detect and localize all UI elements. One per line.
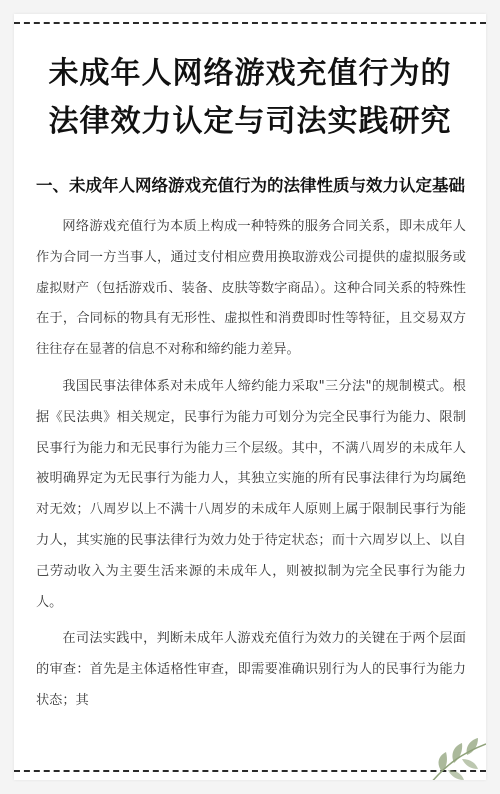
bottom-dashed-border [14,770,486,772]
top-dashed-border [14,22,486,24]
document-title [14,50,486,146]
document-page [14,14,486,780]
leaf-decoration-icon [420,726,486,780]
section-heading: 一、未成年人网络游戏充值行为的法律性质与效力认定基础 [36,176,465,195]
title-line-2: 法律效力认定与司法实践研究 [48,104,452,139]
paragraph-3: 在司法实践中，判断未成年人游戏充值行为效力的关键在于两个层面的审查：首先是主体适格性审查，即需要准确识别行为人的民事行为能力状态；其 [36,631,466,708]
paragraph-2: 我国民事法律体系对未成年人缔约能力采取"三分法"的规制模式。根据《民法典》相关规定，民事行为能力可划分为完全民事行为能力、限制民事行为能力和无民事行为能力三个层级。其中，不满八周岁的未成年人被明确界定为无民事行为能力人，其独立实施的所有民事法律行为均属绝对无效；八周岁以上不满十八周岁的未成年人原则上属于限制民事行为能力人，其实施的民事法律行为效力处于待定状态；而十六周岁以上、以自己劳动收入为主要生活来源的未成年人，则被拟制为完全民事行为能力人。 [36,378,466,610]
title-line-1: 未成年人网络游戏充值行为的 [48,56,452,91]
paragraph-1: 网络游戏充值行为本质上构成一种特殊的服务合同关系，即未成年人作为合同一方当事人，通过支付相应费用换取游戏公司提供的虚拟服务或虚拟财产（包括游戏币、装备、皮肤等数字商品）。这种合同关系的特殊性在于，合同标的物具有无形性、虚拟性和消费即时性等特征，且交易双方往往存在显著的信息不对称和缔约能力差异。 [36,219,466,358]
body-text [36,212,466,723]
